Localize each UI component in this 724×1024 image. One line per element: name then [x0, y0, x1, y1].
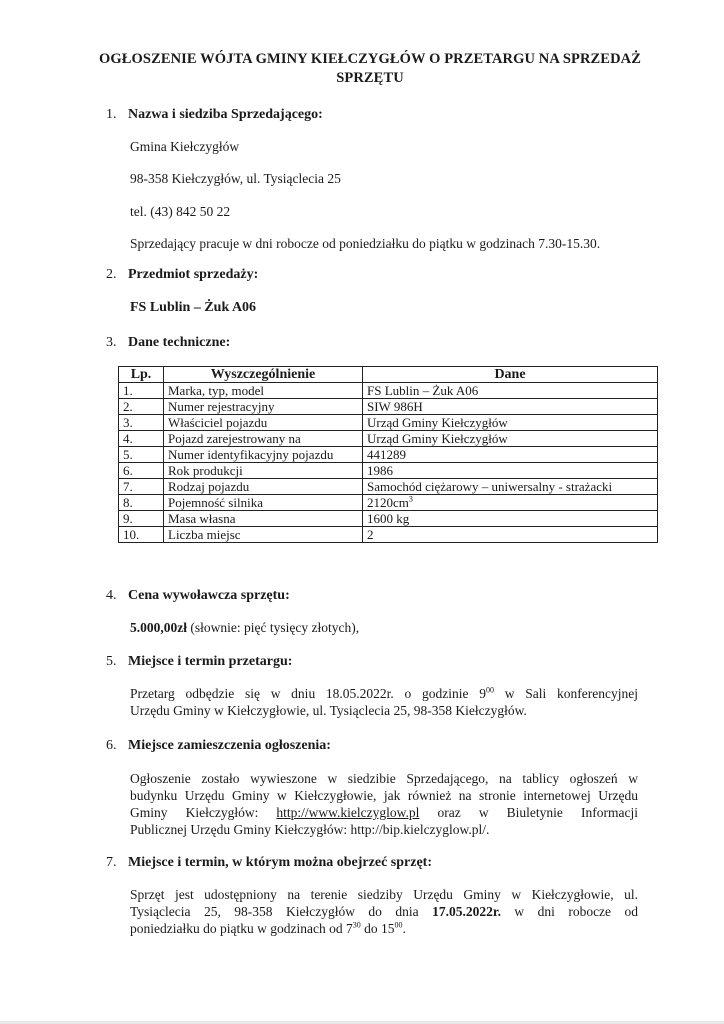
- table-row: [119, 431, 658, 447]
- paragraph-line: [130, 920, 638, 937]
- paragraph-line: [130, 903, 638, 920]
- price-amount: 5.000,00zł: [130, 620, 187, 635]
- row-number: 8.: [119, 495, 164, 511]
- paragraph-line: Urzędu Gminy w Kiełczygłowie, ul. Tysiąclecia 25, 98-358 Kiełczygłów.: [130, 703, 527, 718]
- section-number: 6.: [106, 738, 117, 753]
- paragraph-line: Sprzęt jest udostępniony na terenie siedziby Urzędu Gminy w Kiełczygłowie, ul.: [130, 887, 638, 902]
- row-label: Liczba miejsc: [164, 527, 363, 543]
- text-run: oraz w Biuletynie Informacji: [419, 805, 638, 820]
- paragraph-line: Publicznej Urzędu Gminy Kiełczygłów: http://bip.kielczyglow.pl/.: [130, 822, 490, 837]
- paragraph-line: [130, 804, 638, 821]
- website-link[interactable]: http://www.kielczyglow.pl: [276, 805, 420, 820]
- row-label: Marka, typ, model: [164, 383, 363, 399]
- section-number: 2.: [106, 267, 117, 282]
- section-title: Nazwa i siedziba Sprzedającego:: [128, 107, 323, 122]
- paragraph-line: [130, 685, 638, 702]
- section-3-heading: [106, 335, 230, 351]
- row-number: 4.: [119, 431, 164, 447]
- row-value: 1600 kg: [363, 511, 658, 527]
- row-number: 7.: [119, 479, 164, 495]
- section-1-heading: [106, 107, 323, 123]
- seller-address: 98-358 Kiełczygłów, ul. Tysiąclecia 25: [130, 171, 341, 186]
- row-number: 9.: [119, 511, 164, 527]
- table-row: [119, 415, 658, 431]
- text-run: Przetarg odbędzie się w dniu 18.05.2022r. o godzinie 9: [130, 686, 487, 701]
- row-value: Urząd Gminy Kiełczygłów: [363, 431, 658, 447]
- row-label: Masa własna: [164, 511, 363, 527]
- deadline-date: 17.05.2022r.: [432, 904, 501, 919]
- row-label: Właściciel pojazdu: [164, 415, 363, 431]
- seller-name: Gmina Kiełczygłów: [130, 139, 240, 154]
- tender-details: [130, 685, 638, 719]
- viewing-details: [130, 886, 638, 937]
- row-label: Pojemność silnika: [164, 495, 363, 511]
- section-4-heading: [106, 588, 290, 604]
- row-label: Numer rejestracyjny: [164, 399, 363, 415]
- section-title: Miejsce i termin przetargu:: [128, 654, 293, 669]
- row-value-capacity: [363, 495, 658, 511]
- section-number: 4.: [106, 588, 117, 603]
- capacity-unit-exponent: 3: [408, 494, 413, 504]
- text-run: Gminy Kiełczygłów:: [130, 805, 277, 820]
- row-value: SIW 986H: [363, 399, 658, 415]
- row-label: Rodzaj pojazdu: [164, 479, 363, 495]
- table-row: [119, 495, 658, 511]
- text-run: .: [402, 921, 406, 936]
- column-header: Wyszczególnienie: [164, 367, 363, 383]
- row-number: 2.: [119, 399, 164, 415]
- document-title: OGŁOSZENIE WÓJTA GMINY KIEŁCZYGŁÓW O PRZETARGU NA SPRZEDAŻ SPRZĘTU: [99, 51, 641, 86]
- row-number: 1.: [119, 383, 164, 399]
- row-value: Samochód ciężarowy – uniwersalny - strażacki: [363, 479, 658, 495]
- section-number: 5.: [106, 654, 117, 669]
- section-5-heading: [106, 654, 292, 670]
- section-number: 3.: [106, 335, 117, 350]
- section-title: Miejsce zamieszczenia ogłoszenia:: [128, 738, 331, 753]
- row-value: 441289: [363, 447, 658, 463]
- section-6-heading: [106, 738, 331, 754]
- table-row: [119, 399, 658, 415]
- section-number: 7.: [106, 855, 117, 870]
- column-header: Lp.: [119, 367, 164, 383]
- time-superscript: 00: [394, 920, 403, 930]
- announcement-location: [130, 770, 638, 838]
- paragraph-line: budynku Urzędu Gminy w Kiełczygłowie, jak również na stronie internetowej Urzędu: [130, 788, 638, 803]
- table-row: [119, 383, 658, 399]
- sale-subject: FS Lublin – Żuk A06: [130, 300, 257, 315]
- price-in-words: (słownie: pięć tysięcy złotych),: [187, 620, 360, 635]
- text-run: w dni robocze od: [500, 904, 638, 919]
- seller-phone: tel. (43) 842 50 22: [130, 204, 231, 219]
- section-number: 1.: [106, 107, 117, 122]
- text-run: w Sali konferencyjnej: [494, 686, 638, 701]
- row-label: Numer identyfikacyjny pojazdu: [164, 447, 363, 463]
- table-header-row: [119, 367, 658, 383]
- section-title: Przedmiot sprzedaży:: [128, 267, 259, 282]
- row-label: Pojazd zarejestrowany na: [164, 431, 363, 447]
- table-row: [119, 447, 658, 463]
- section-title: Miejsce i termin, w którym można obejrzeć sprzęt:: [128, 855, 432, 870]
- column-header: Dane: [363, 367, 658, 383]
- technical-data-table: [118, 366, 658, 543]
- seller-hours: Sprzedający pracuje w dni robocze od poniedziałku do piątku w godzinach 7.30-15.30.: [130, 236, 601, 251]
- table-row: [119, 463, 658, 479]
- row-number: 10.: [119, 527, 164, 543]
- row-value: FS Lublin – Żuk A06: [363, 383, 658, 399]
- table-row: [119, 511, 658, 527]
- row-value: 1986: [363, 463, 658, 479]
- capacity-value: 2120cm: [367, 495, 409, 510]
- table-row: [119, 527, 658, 543]
- table-row: [119, 479, 658, 495]
- row-value: 2: [363, 527, 658, 543]
- section-title: Dane techniczne:: [128, 335, 231, 350]
- row-number: 3.: [119, 415, 164, 431]
- row-number: 5.: [119, 447, 164, 463]
- row-label: Rok produkcji: [164, 463, 363, 479]
- section-title: Cena wywoławcza sprzętu:: [128, 588, 290, 603]
- text-run: poniedziałku do piątku w godzinach od 7: [130, 921, 353, 936]
- section-2-heading: [106, 267, 258, 283]
- row-number: 6.: [119, 463, 164, 479]
- paragraph-line: Ogłoszenie zostało wywieszone w siedzibie Sprzedającego, na tablicy ogłoszeń w: [130, 771, 638, 786]
- time-superscript: 00: [486, 685, 495, 695]
- text-run: do 15: [360, 921, 395, 936]
- starting-price: [130, 620, 359, 636]
- section-7-heading: [106, 855, 432, 871]
- text-run: Tysiąclecia 25, 98-358 Kiełczygłów do dnia: [130, 904, 433, 919]
- time-superscript: 30: [352, 920, 361, 930]
- row-value: Urząd Gminy Kiełczygłów: [363, 415, 658, 431]
